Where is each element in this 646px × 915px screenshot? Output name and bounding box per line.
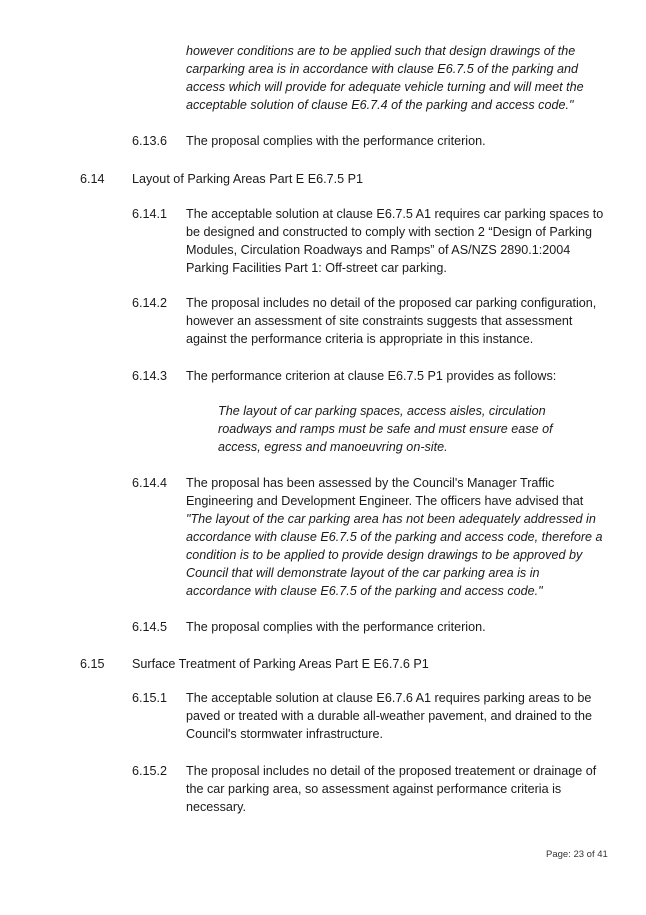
section-heading: Surface Treatment of Parking Areas Part E E6.7.6 P1 xyxy=(132,657,429,671)
para-number: 6.15.2 xyxy=(132,764,168,778)
para-text: The proposal has been assessed by the Council's Manager Traffic Engineering and Development Engineer. The officers have advised that xyxy=(186,476,584,508)
para-number: 6.14.1 xyxy=(132,207,168,221)
para-text: The proposal includes no detail of the proposed car parking configuration, however an assessment of site constraints suggests that assessment against the performance criteria is appropriate in this instance. xyxy=(186,296,597,346)
inline-quote: "The layout of the car parking area has not been adequately addressed in accordance with clause E6.7.5 of the parking and access code, therefore a condition is to be applied to provide design drawings to be approved by Council that will demonstrate layout of the car parking area is in accordance with clause E6.7.5 of the parking and access code." xyxy=(186,512,603,598)
para-number: 6.15.1 xyxy=(132,691,168,705)
para-text: The proposal complies with the performance criterion. xyxy=(186,134,486,148)
section-heading: Layout of Parking Areas Part E E6.7.5 P1 xyxy=(132,172,364,186)
para-text: The acceptable solution at clause E6.7.5 A1 requires car parking spaces to be designed and constructed to comply with section 2 “Design of Parking Modules, Circulation Roadways and Ramps” of AS/NZS 2890.1:2004 Parking Facilities Part 1: Off-street car parking. xyxy=(186,207,604,275)
para-number: 6.14.5 xyxy=(132,620,168,634)
para-text: The proposal complies with the performance criterion. xyxy=(186,620,486,634)
para-number: 6.14.2 xyxy=(132,296,168,310)
para-text: The acceptable solution at clause E6.7.6 A1 requires parking areas to be paved or treated with a durable all-weather pavement, and drained to the Council's stormwater infrastructure. xyxy=(186,691,593,741)
section-number: 6.14 xyxy=(80,172,105,186)
para-number: 6.14.3 xyxy=(132,369,168,383)
para-number: 6.13.6 xyxy=(132,134,168,148)
para-text: The proposal includes no detail of the proposed treatement or drainage of the car parking area, so assessment against performance criteria is necessary. xyxy=(186,764,597,814)
page-footer: Page: 23 of 41 xyxy=(546,849,608,860)
section-number: 6.15 xyxy=(80,657,105,671)
continued-quote: however conditions are to be applied such that design drawings of the carparking area is in accordance with clause E6.7.5 of the parking and access which will provide for adequate vehicle turning and will meet the acceptable solution of clause E6.7.4 of the parking and access code." xyxy=(186,44,584,112)
block-quote: The layout of car parking spaces, access aisles, circulation roadways and ramps must be safe and must ensure ease of access, egress and manoeuvring on-site. xyxy=(218,404,553,454)
para-body xyxy=(186,474,606,600)
para-number: 6.14.4 xyxy=(132,476,168,490)
para-text: The performance criterion at clause E6.7.5 P1 provides as follows: xyxy=(186,369,557,383)
